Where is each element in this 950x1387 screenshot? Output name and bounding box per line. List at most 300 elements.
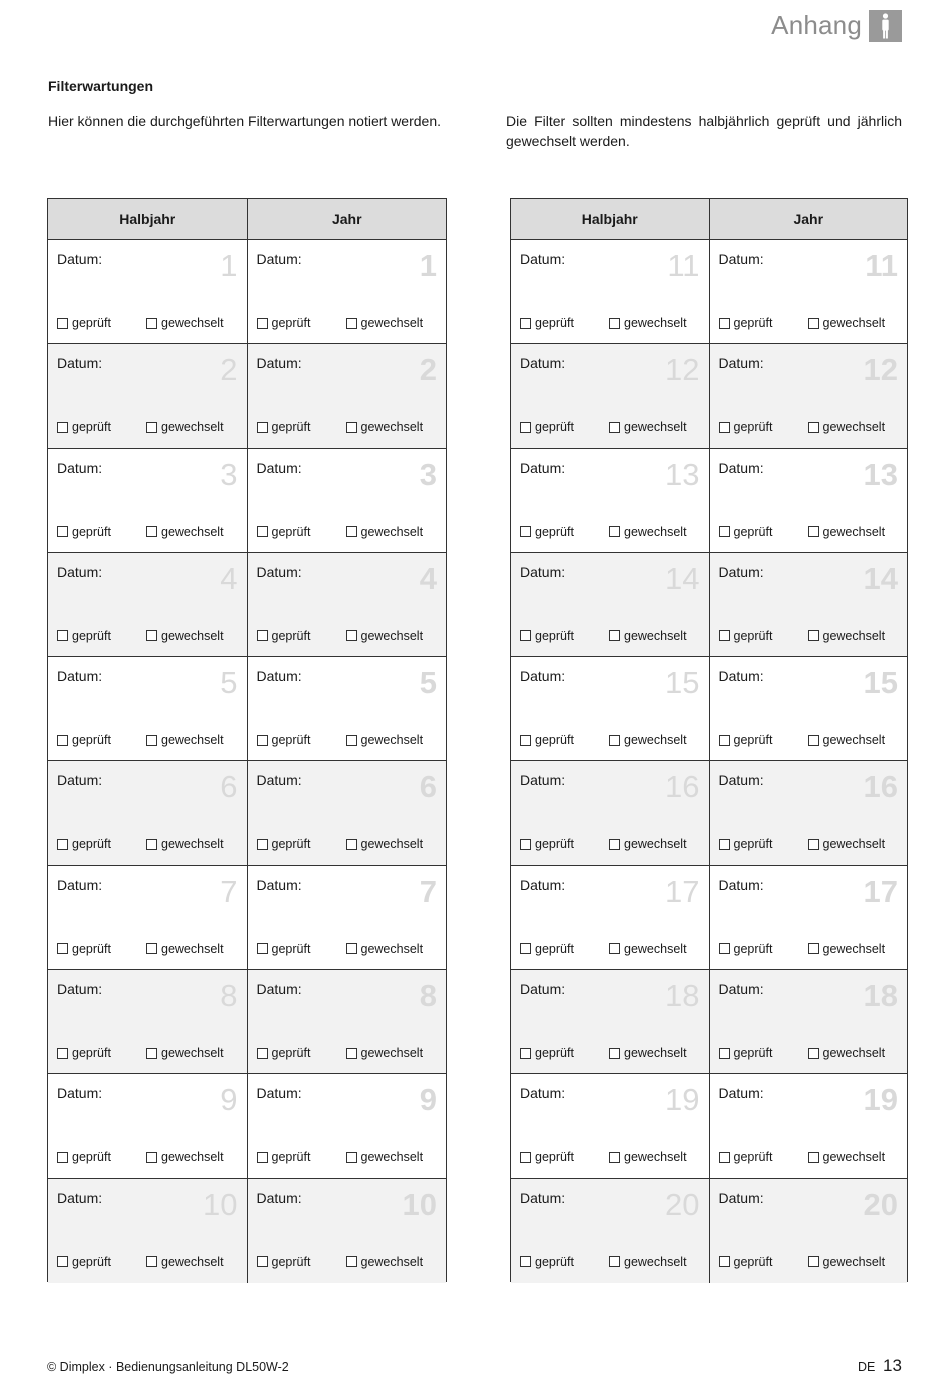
checkbox-label: gewechselt xyxy=(822,316,886,330)
checkbox-gewechselt[interactable] xyxy=(609,629,687,643)
entry-number: 1 xyxy=(220,248,238,283)
checkbox-gewechselt[interactable] xyxy=(346,837,424,851)
checkbox-box[interactable] xyxy=(808,422,819,433)
checkbox-box[interactable] xyxy=(146,630,157,641)
checkbox-geprueft[interactable] xyxy=(719,733,808,747)
checkbox-geprueft[interactable] xyxy=(719,316,808,330)
checkbox-gewechselt[interactable] xyxy=(146,316,224,330)
entry-number: 4 xyxy=(220,560,238,596)
checkbox-geprueft[interactable] xyxy=(719,837,808,851)
checkbox-box[interactable] xyxy=(257,943,268,954)
datum-label: Datum: xyxy=(57,981,103,998)
table-row xyxy=(511,240,907,344)
checkbox-box[interactable] xyxy=(346,839,357,850)
checkbox-label: gewechselt xyxy=(360,941,424,956)
checkbox-box[interactable] xyxy=(520,943,531,954)
checkbox-gewechselt[interactable] xyxy=(808,733,886,747)
checkbox-box[interactable] xyxy=(609,943,620,954)
checkbox-group xyxy=(57,733,224,747)
checkbox-box[interactable] xyxy=(719,526,730,537)
checkbox-geprueft[interactable] xyxy=(57,1255,146,1269)
checkbox-box[interactable] xyxy=(257,1152,268,1163)
checkbox-label: gewechselt xyxy=(624,1150,687,1165)
entry-cell-halbjahr xyxy=(511,344,709,447)
checkbox-box[interactable] xyxy=(257,526,268,537)
entry-number: 16 xyxy=(665,769,700,805)
checkbox-label: geprüft xyxy=(271,837,311,852)
checkbox-label: gewechselt xyxy=(161,628,224,643)
datum-label: Datum: xyxy=(256,876,302,893)
checkbox-label: gewechselt xyxy=(624,941,687,956)
checkbox-box[interactable] xyxy=(346,1256,357,1267)
checkbox-gewechselt[interactable] xyxy=(609,733,687,747)
checkbox-label: geprüft xyxy=(271,420,311,435)
checkbox-box[interactable] xyxy=(257,1256,268,1267)
checkbox-geprueft[interactable] xyxy=(520,1255,609,1269)
checkbox-geprueft[interactable] xyxy=(57,837,146,851)
entry-cell-halbjahr xyxy=(511,761,709,864)
entry-number: 5 xyxy=(220,665,238,701)
entry-number: 15 xyxy=(665,665,700,701)
checkbox-group xyxy=(520,1046,687,1060)
checkbox-label: geprüft xyxy=(72,628,111,643)
checkbox-geprueft[interactable] xyxy=(57,1046,146,1060)
checkbox-label: geprüft xyxy=(733,420,773,435)
checkbox-geprueft[interactable] xyxy=(57,733,146,747)
entry-cell-halbjahr xyxy=(511,449,709,552)
maintenance-table-left xyxy=(47,198,447,1282)
checkbox-box[interactable] xyxy=(609,1256,620,1267)
checkbox-label: geprüft xyxy=(733,733,773,748)
checkbox-label: gewechselt xyxy=(822,1150,886,1165)
checkbox-box[interactable] xyxy=(57,630,68,641)
checkbox-group xyxy=(257,942,424,956)
checkbox-label: geprüft xyxy=(535,524,574,539)
column-header-halbjahr: Halbjahr xyxy=(119,211,176,227)
intro-text-left: Hier können die durchgeführten Filterwartungen notiert werden. xyxy=(48,113,442,129)
checkbox-geprueft[interactable] xyxy=(257,1150,346,1164)
entry-cell-jahr xyxy=(709,866,908,969)
checkbox-gewechselt[interactable] xyxy=(146,733,224,747)
checkbox-gewechselt[interactable] xyxy=(808,629,886,643)
checkbox-box[interactable] xyxy=(808,839,819,850)
entry-cell-jahr xyxy=(709,657,908,760)
checkbox-geprueft[interactable] xyxy=(257,316,346,330)
checkbox-gewechselt[interactable] xyxy=(146,942,224,956)
checkbox-gewechselt[interactable] xyxy=(346,525,424,539)
checkbox-box[interactable] xyxy=(520,1048,531,1059)
checkbox-box[interactable] xyxy=(257,735,268,746)
checkbox-box[interactable] xyxy=(520,526,531,537)
checkbox-geprueft[interactable] xyxy=(719,629,808,643)
checkbox-geprueft[interactable] xyxy=(57,316,146,330)
checkbox-geprueft[interactable] xyxy=(57,525,146,539)
checkbox-geprueft[interactable] xyxy=(520,629,609,643)
checkbox-geprueft[interactable] xyxy=(57,420,146,434)
checkbox-gewechselt[interactable] xyxy=(609,1150,687,1164)
datum-label: Datum: xyxy=(520,876,566,893)
checkbox-gewechselt[interactable] xyxy=(146,1150,224,1164)
checkbox-gewechselt[interactable] xyxy=(146,629,224,643)
table-row xyxy=(48,761,446,865)
checkbox-gewechselt[interactable] xyxy=(808,525,886,539)
checkbox-gewechselt[interactable] xyxy=(808,1255,886,1269)
checkbox-box[interactable] xyxy=(520,1152,531,1163)
intro-text-right: Die Filter sollten mindestens halbjährlich geprüft und jährlich gewechselt werden. xyxy=(506,113,902,149)
checkbox-gewechselt[interactable] xyxy=(609,1046,687,1060)
checkbox-label: geprüft xyxy=(733,837,773,852)
checkbox-geprueft[interactable] xyxy=(257,733,346,747)
datum-label: Datum: xyxy=(718,981,764,998)
checkbox-box[interactable] xyxy=(57,943,68,954)
checkbox-label: geprüft xyxy=(72,420,111,435)
footer-language: DE xyxy=(858,1360,876,1374)
checkbox-box[interactable] xyxy=(57,1256,68,1267)
checkbox-gewechselt[interactable] xyxy=(609,316,687,330)
checkbox-label: gewechselt xyxy=(822,733,886,748)
checkbox-gewechselt[interactable] xyxy=(609,525,687,539)
checkbox-group xyxy=(257,420,424,434)
checkbox-gewechselt[interactable] xyxy=(346,942,424,956)
checkbox-gewechselt[interactable] xyxy=(146,420,224,434)
checkbox-box[interactable] xyxy=(57,318,68,329)
checkbox-group xyxy=(57,1150,224,1164)
checkbox-box[interactable] xyxy=(346,318,357,329)
entry-number: 12 xyxy=(665,352,700,388)
checkbox-box[interactable] xyxy=(346,422,357,433)
checkbox-gewechselt[interactable] xyxy=(346,1150,424,1164)
checkbox-geprueft[interactable] xyxy=(520,316,609,330)
table-row xyxy=(48,449,446,553)
checkbox-gewechselt[interactable] xyxy=(808,942,886,956)
checkbox-gewechselt[interactable] xyxy=(146,1255,224,1269)
checkbox-gewechselt[interactable] xyxy=(609,420,687,434)
checkbox-box[interactable] xyxy=(57,735,68,746)
checkbox-box[interactable] xyxy=(146,1256,157,1267)
checkbox-box[interactable] xyxy=(609,422,620,433)
table-row xyxy=(511,553,907,657)
checkbox-gewechselt[interactable] xyxy=(808,1046,886,1060)
checkbox-box[interactable] xyxy=(520,1256,531,1267)
checkbox-geprueft[interactable] xyxy=(719,1150,808,1164)
checkbox-gewechselt[interactable] xyxy=(346,629,424,643)
checkbox-group xyxy=(719,629,886,643)
checkbox-geprueft[interactable] xyxy=(520,837,609,851)
checkbox-box[interactable] xyxy=(609,318,620,329)
checkbox-label: geprüft xyxy=(733,1046,773,1061)
entry-cell-halbjahr xyxy=(511,1074,709,1177)
datum-label: Datum: xyxy=(718,355,764,372)
entry-number: 12 xyxy=(863,352,898,388)
checkbox-label: gewechselt xyxy=(360,837,424,852)
entry-cell-halbjahr xyxy=(511,240,709,343)
entry-cell-jahr xyxy=(709,344,908,447)
checkbox-box[interactable] xyxy=(808,318,819,329)
checkbox-group xyxy=(719,733,886,747)
entry-number: 19 xyxy=(863,1082,898,1118)
checkbox-gewechselt[interactable] xyxy=(808,1150,886,1164)
checkbox-geprueft[interactable] xyxy=(520,942,609,956)
datum-label: Datum: xyxy=(57,1085,103,1102)
checkbox-box[interactable] xyxy=(520,839,531,850)
checkbox-gewechselt[interactable] xyxy=(346,1046,424,1060)
entry-cell-halbjahr xyxy=(48,1074,247,1177)
checkbox-label: gewechselt xyxy=(360,524,424,539)
checkbox-label: geprüft xyxy=(535,316,574,330)
checkbox-geprueft[interactable] xyxy=(719,1046,808,1060)
checkbox-geprueft[interactable] xyxy=(719,420,808,434)
checkbox-label: geprüft xyxy=(72,1046,111,1061)
checkbox-box[interactable] xyxy=(520,735,531,746)
checkbox-geprueft[interactable] xyxy=(719,942,808,956)
checkbox-gewechselt[interactable] xyxy=(346,316,424,330)
table-row xyxy=(511,761,907,865)
checkbox-box[interactable] xyxy=(808,1256,819,1267)
checkbox-gewechselt[interactable] xyxy=(609,942,687,956)
checkbox-gewechselt[interactable] xyxy=(609,1255,687,1269)
checkbox-box[interactable] xyxy=(719,943,730,954)
checkbox-box[interactable] xyxy=(609,630,620,641)
checkbox-geprueft[interactable] xyxy=(520,1150,609,1164)
checkbox-group xyxy=(257,316,424,330)
table-row xyxy=(48,344,446,448)
datum-label: Datum: xyxy=(256,459,302,476)
checkbox-geprueft[interactable] xyxy=(57,1150,146,1164)
table-row xyxy=(48,240,446,344)
datum-label: Datum: xyxy=(718,668,764,685)
checkbox-label: gewechselt xyxy=(360,316,424,330)
checkbox-group xyxy=(520,1255,687,1269)
entry-number: 4 xyxy=(419,560,437,596)
checkbox-label: gewechselt xyxy=(161,420,224,435)
checkbox-label: geprüft xyxy=(535,420,574,435)
table-row xyxy=(48,553,446,657)
entry-number: 15 xyxy=(863,665,898,701)
checkbox-label: gewechselt xyxy=(360,1150,424,1165)
checkbox-geprueft[interactable] xyxy=(719,1255,808,1269)
checkbox-box[interactable] xyxy=(520,318,531,329)
checkbox-box[interactable] xyxy=(146,943,157,954)
checkbox-box[interactable] xyxy=(57,839,68,850)
checkbox-box[interactable] xyxy=(57,1048,68,1059)
checkbox-box[interactable] xyxy=(257,1048,268,1059)
datum-label: Datum: xyxy=(520,1085,566,1102)
checkbox-label: gewechselt xyxy=(360,420,424,435)
checkbox-group xyxy=(257,733,424,747)
checkbox-box[interactable] xyxy=(346,943,357,954)
checkbox-box[interactable] xyxy=(346,526,357,537)
checkbox-geprueft[interactable] xyxy=(520,1046,609,1060)
checkbox-box[interactable] xyxy=(719,630,730,641)
checkbox-box[interactable] xyxy=(520,630,531,641)
entry-number: 10 xyxy=(402,1186,437,1222)
checkbox-box[interactable] xyxy=(257,630,268,641)
checkbox-label: geprüft xyxy=(535,1046,574,1061)
checkbox-gewechselt[interactable] xyxy=(146,837,224,851)
checkbox-box[interactable] xyxy=(257,422,268,433)
checkbox-geprueft[interactable] xyxy=(520,733,609,747)
checkbox-box[interactable] xyxy=(146,735,157,746)
checkbox-box[interactable] xyxy=(719,1256,730,1267)
checkbox-box[interactable] xyxy=(808,526,819,537)
checkbox-box[interactable] xyxy=(57,526,68,537)
checkbox-box[interactable] xyxy=(146,318,157,329)
checkbox-geprueft[interactable] xyxy=(257,837,346,851)
checkbox-label: geprüft xyxy=(72,524,111,539)
checkbox-label: gewechselt xyxy=(624,524,687,539)
checkbox-box[interactable] xyxy=(719,422,730,433)
entry-number: 6 xyxy=(220,769,238,805)
datum-label: Datum: xyxy=(57,459,103,476)
entry-cell-jahr xyxy=(247,344,447,447)
checkbox-geprueft[interactable] xyxy=(257,629,346,643)
table-row xyxy=(511,1179,907,1283)
checkbox-box[interactable] xyxy=(609,526,620,537)
entry-number: 11 xyxy=(667,248,700,283)
entry-cell-halbjahr xyxy=(511,970,709,1073)
checkbox-geprueft[interactable] xyxy=(57,942,146,956)
checkbox-group xyxy=(520,1150,687,1164)
checkbox-label: gewechselt xyxy=(360,733,424,748)
entry-number: 2 xyxy=(419,352,437,388)
checkbox-geprueft[interactable] xyxy=(520,525,609,539)
checkbox-box[interactable] xyxy=(719,839,730,850)
entry-cell-jahr xyxy=(247,553,447,656)
checkbox-group xyxy=(520,525,687,539)
entry-cell-halbjahr xyxy=(48,449,247,552)
checkbox-gewechselt[interactable] xyxy=(808,837,886,851)
checkbox-group xyxy=(719,1150,886,1164)
footer-copyright: © Dimplex · Bedienungsanleitung DL50W-2 xyxy=(47,1360,289,1374)
entry-cell-jahr xyxy=(247,657,447,760)
checkbox-geprueft[interactable] xyxy=(719,525,808,539)
entry-cell-halbjahr xyxy=(511,1179,709,1283)
checkbox-box[interactable] xyxy=(346,1048,357,1059)
entry-cell-jahr xyxy=(247,866,447,969)
checkbox-box[interactable] xyxy=(346,1152,357,1163)
checkbox-geprueft[interactable] xyxy=(257,942,346,956)
checkbox-gewechselt[interactable] xyxy=(346,420,424,434)
checkbox-box[interactable] xyxy=(146,422,157,433)
entry-number: 7 xyxy=(220,873,238,909)
checkbox-box[interactable] xyxy=(257,318,268,329)
table-row xyxy=(511,970,907,1074)
checkbox-group xyxy=(257,1046,424,1060)
table-header xyxy=(511,199,907,240)
checkbox-geprueft[interactable] xyxy=(57,629,146,643)
checkbox-gewechselt[interactable] xyxy=(346,1255,424,1269)
checkbox-label: gewechselt xyxy=(624,1046,687,1061)
entry-number: 14 xyxy=(665,560,700,596)
checkbox-box[interactable] xyxy=(719,735,730,746)
checkbox-box[interactable] xyxy=(520,422,531,433)
checkbox-group xyxy=(57,837,224,851)
checkbox-box[interactable] xyxy=(609,735,620,746)
datum-label: Datum: xyxy=(520,563,566,580)
checkbox-label: gewechselt xyxy=(161,1046,224,1061)
column-header-halbjahr: Halbjahr xyxy=(581,211,638,227)
checkbox-group xyxy=(257,837,424,851)
datum-label: Datum: xyxy=(256,1085,302,1102)
entry-cell-jahr xyxy=(709,240,908,343)
checkbox-geprueft[interactable] xyxy=(257,420,346,434)
entry-cell-jahr xyxy=(247,449,447,552)
checkbox-gewechselt[interactable] xyxy=(346,733,424,747)
checkbox-box[interactable] xyxy=(146,1152,157,1163)
datum-label: Datum: xyxy=(57,563,103,580)
checkbox-box[interactable] xyxy=(609,1048,620,1059)
entry-number: 14 xyxy=(863,560,898,596)
entry-cell-jahr xyxy=(709,761,908,864)
checkbox-box[interactable] xyxy=(146,526,157,537)
checkbox-label: gewechselt xyxy=(822,524,886,539)
checkbox-box[interactable] xyxy=(719,1152,730,1163)
checkbox-gewechselt[interactable] xyxy=(808,420,886,434)
entry-cell-halbjahr xyxy=(48,970,247,1073)
checkbox-gewechselt[interactable] xyxy=(609,837,687,851)
checkbox-group xyxy=(719,1255,886,1269)
checkbox-box[interactable] xyxy=(146,1048,157,1059)
checkbox-geprueft[interactable] xyxy=(257,1046,346,1060)
checkbox-gewechselt[interactable] xyxy=(808,316,886,330)
checkbox-label: geprüft xyxy=(271,316,311,330)
section-title: Filterwartungen xyxy=(48,78,154,94)
checkbox-geprueft[interactable] xyxy=(257,1255,346,1269)
checkbox-geprueft[interactable] xyxy=(257,525,346,539)
checkbox-gewechselt[interactable] xyxy=(146,525,224,539)
chapter-title: Anhang xyxy=(771,10,862,40)
datum-label: Datum: xyxy=(57,251,103,267)
checkbox-label: geprüft xyxy=(535,733,574,748)
entry-cell-halbjahr xyxy=(48,761,247,864)
checkbox-box[interactable] xyxy=(808,735,819,746)
checkbox-box[interactable] xyxy=(57,422,68,433)
checkbox-box[interactable] xyxy=(609,1152,620,1163)
checkbox-box[interactable] xyxy=(257,839,268,850)
table-row xyxy=(511,866,907,970)
checkbox-label: gewechselt xyxy=(161,837,224,852)
column-header-jahr: Jahr xyxy=(247,199,447,239)
checkbox-box[interactable] xyxy=(808,1152,819,1163)
checkbox-box[interactable] xyxy=(346,735,357,746)
entry-number: 9 xyxy=(419,1082,437,1118)
maintenance-table-right xyxy=(510,198,908,1282)
datum-label: Datum: xyxy=(256,668,302,685)
checkbox-box[interactable] xyxy=(346,630,357,641)
checkbox-box[interactable] xyxy=(146,839,157,850)
checkbox-box[interactable] xyxy=(719,318,730,329)
datum-label: Datum: xyxy=(718,251,764,267)
entry-number: 20 xyxy=(863,1186,898,1222)
checkbox-box[interactable] xyxy=(808,943,819,954)
entry-number: 9 xyxy=(220,1082,238,1118)
checkbox-label: gewechselt xyxy=(822,1254,886,1269)
checkbox-gewechselt[interactable] xyxy=(146,1046,224,1060)
checkbox-box[interactable] xyxy=(808,1048,819,1059)
checkbox-group xyxy=(57,1046,224,1060)
entry-cell-halbjahr xyxy=(48,553,247,656)
checkbox-box[interactable] xyxy=(609,839,620,850)
checkbox-box[interactable] xyxy=(808,630,819,641)
checkbox-label: gewechselt xyxy=(624,733,687,748)
checkbox-label: gewechselt xyxy=(624,1254,687,1269)
checkbox-box[interactable] xyxy=(719,1048,730,1059)
entry-cell-halbjahr xyxy=(48,866,247,969)
checkbox-geprueft[interactable] xyxy=(520,420,609,434)
page-number: 13 xyxy=(883,1356,902,1375)
datum-label: Datum: xyxy=(520,772,566,789)
checkbox-box[interactable] xyxy=(57,1152,68,1163)
